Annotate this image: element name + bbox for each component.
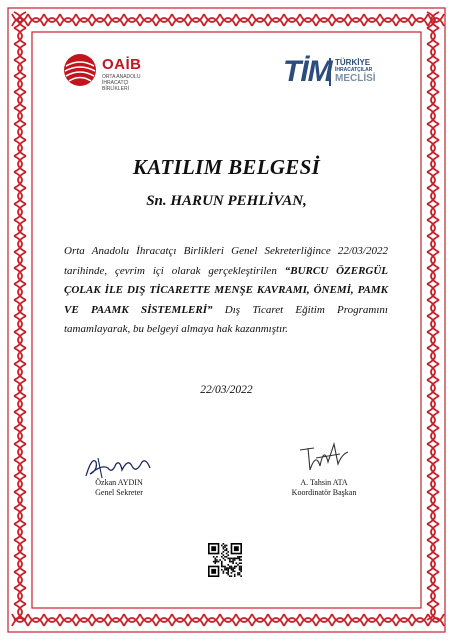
body-intro: Orta Anadolu İhracatçı Birlikleri Genel Sekreterliğince 22/03/2022 tarihinde, çevrim içi olarak gerçekleştirilen [64,245,388,277]
tim-line-2: İHRACATÇILAR [335,67,373,73]
signer-left-name: Özkan AYDIN [95,478,143,487]
signature-block-left [84,452,154,497]
oaib-logo [62,52,142,92]
tim-line-3: MECLİSİ [335,73,376,84]
oaib-globe-icon [62,52,98,88]
body-outro: Dış Ticaret Eğitim Programını tamamlayarak, bu belgeyi almaya hak kazanmıştır. [64,303,388,335]
signer-right-name: A. Tahsin ATA [300,478,348,487]
tim-letters: TİM [283,55,332,88]
signer-left-role: Genel Sekreter [95,487,143,497]
tim-wordmark [329,58,387,86]
oaib-name: OAİB [102,56,142,73]
certificate-title: KATILIM BELGESİ [132,155,321,179]
program-name: “BURCU ÖZERGÜL ÇOLAK İLE DIŞ TİCARETTE MENŞE KAVRAMI, ÖNEMİ, PAMK VE PAAMK SİSTEMLERİ” [64,264,389,316]
issue-date: 22/03/2022 [200,384,253,396]
certificate-body [64,242,388,340]
qr-code-icon [208,543,242,577]
recipient-name: Sn. HARUN PEHLİVAN, [146,193,307,209]
tim-logo [283,55,389,89]
signature-right-icon [294,440,354,476]
signature-block-right [284,440,364,497]
oaib-subtitle: ORTA ANADOLU İHRACATÇI BİRLİKLERİ [102,74,141,92]
signer-right-role: Koordinatör Başkan [291,487,357,497]
tim-line-1: TÜRKİYE [335,58,371,67]
